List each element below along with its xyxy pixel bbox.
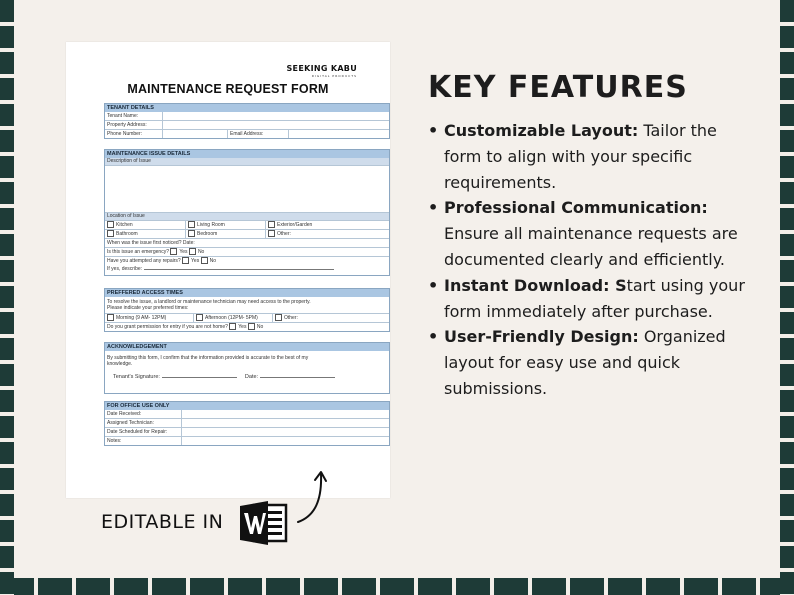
key-features-title: KEY FEATURES bbox=[428, 70, 688, 105]
section-header: FOR OFFICE USE ONLY bbox=[105, 402, 389, 410]
assigned-technician-label: Assigned Technician: bbox=[107, 420, 154, 426]
notes-label: Notes: bbox=[107, 438, 122, 444]
border-brick bbox=[0, 282, 14, 286]
border-brick bbox=[718, 578, 722, 595]
bedroom-label: Bedroom bbox=[197, 231, 218, 237]
access-info-line-1: To resolve the issue, a landlord or maintenance technician may need access to the property. bbox=[107, 299, 311, 305]
border-brick bbox=[0, 178, 14, 182]
description-label: Description of Issue bbox=[105, 158, 389, 165]
border-brick bbox=[0, 152, 14, 156]
feature-text: Organized layout for easy use and quick submissions. bbox=[444, 327, 726, 398]
describe-label: If yes, describe: bbox=[107, 266, 143, 272]
border-brick bbox=[0, 126, 14, 130]
office-use-section bbox=[104, 401, 390, 446]
border-brick bbox=[0, 48, 14, 52]
border-brick bbox=[780, 230, 794, 234]
other-location-label: Other: bbox=[277, 231, 291, 237]
feature-item bbox=[428, 195, 758, 272]
brand-logo bbox=[287, 64, 358, 78]
exterior-checkbox[interactable] bbox=[268, 221, 275, 228]
afternoon-label: Afternoon (12PM- 5PM) bbox=[205, 315, 258, 321]
signature-line[interactable] bbox=[162, 377, 237, 378]
border-brick bbox=[376, 578, 380, 595]
feature-text: Ensure all maintenance requests are documented clearly and efficiently. bbox=[444, 224, 738, 269]
bathroom-checkbox[interactable] bbox=[107, 230, 114, 237]
bedroom-checkbox[interactable] bbox=[188, 230, 195, 237]
border-brick bbox=[0, 256, 14, 260]
border-brick bbox=[780, 152, 794, 156]
no-label: No bbox=[197, 249, 205, 255]
border-brick bbox=[780, 100, 794, 104]
description-box[interactable] bbox=[105, 165, 389, 212]
access-times-section bbox=[104, 288, 390, 332]
border-brick bbox=[0, 100, 14, 104]
acknowledgement-section bbox=[104, 342, 390, 394]
permission-yes-checkbox[interactable] bbox=[229, 323, 236, 330]
feature-item bbox=[428, 324, 758, 401]
border-brick bbox=[642, 578, 646, 595]
border-brick bbox=[780, 48, 794, 52]
repairs-yes-checkbox[interactable] bbox=[182, 257, 189, 264]
other-location-checkbox[interactable] bbox=[268, 230, 275, 237]
other-time-checkbox[interactable] bbox=[275, 314, 282, 321]
border-brick bbox=[0, 568, 14, 572]
border-brick bbox=[0, 516, 14, 520]
feature-bold: Customizable Layout: bbox=[444, 121, 639, 140]
border-brick bbox=[566, 578, 570, 595]
border-brick bbox=[780, 282, 794, 286]
border-brick bbox=[680, 578, 684, 595]
border-brick bbox=[756, 578, 760, 595]
email-address-label: Email Address: bbox=[230, 131, 264, 137]
border-brick bbox=[780, 360, 794, 364]
no-label: No bbox=[256, 324, 264, 330]
border-brick bbox=[0, 74, 14, 78]
feature-item bbox=[428, 118, 758, 195]
editable-in-label: EDITABLE IN bbox=[101, 511, 224, 533]
access-info-line-2: Please indicate your preferred times: bbox=[107, 305, 189, 311]
border-brick bbox=[0, 490, 14, 494]
border-brick bbox=[338, 578, 342, 595]
features-list bbox=[428, 118, 758, 402]
feature-item bbox=[428, 273, 758, 325]
border-brick bbox=[780, 334, 794, 338]
section-header: PREFFERED ACCESS TIMES bbox=[105, 289, 389, 297]
kitchen-checkbox[interactable] bbox=[107, 221, 114, 228]
border-brick bbox=[34, 578, 38, 595]
living-room-checkbox[interactable] bbox=[188, 221, 195, 228]
no-label: No bbox=[209, 258, 217, 264]
feature-text: Tailor the form to align with your specific requirements. bbox=[444, 121, 717, 192]
border-brick bbox=[780, 464, 794, 468]
section-header: TENANT DETAILS bbox=[105, 104, 389, 112]
living-room-label: Living Room bbox=[197, 222, 225, 228]
permission-no-checkbox[interactable] bbox=[248, 323, 255, 330]
border-brick bbox=[110, 578, 114, 595]
first-noticed-label: When was the issue first noticed? Date: bbox=[105, 238, 389, 247]
emergency-label: Is this issue an emergency? bbox=[107, 249, 169, 255]
ack-date-label: Date: bbox=[244, 374, 259, 380]
morning-label: Morning (9 AM- 12PM) bbox=[116, 315, 167, 321]
border-brick bbox=[780, 516, 794, 520]
border-brick bbox=[0, 438, 14, 442]
border-brick bbox=[148, 578, 152, 595]
brand-name: SEEKING KABU bbox=[286, 64, 357, 73]
tenant-name-label: Tenant Name: bbox=[107, 113, 139, 119]
border-brick bbox=[780, 22, 794, 26]
ack-text-line-2: knowledge. bbox=[107, 361, 133, 367]
signature-label: Tenant's Signature: bbox=[113, 374, 160, 380]
tenant-details-section bbox=[104, 103, 390, 139]
border-brick bbox=[780, 308, 794, 312]
border-brick bbox=[0, 22, 14, 26]
yes-label: Yes bbox=[179, 249, 188, 255]
emergency-yes-checkbox[interactable] bbox=[170, 248, 177, 255]
brand-subtitle: DIGITAL PRODUCTS bbox=[311, 74, 357, 78]
emergency-no-checkbox[interactable] bbox=[189, 248, 196, 255]
border-brick bbox=[780, 542, 794, 546]
border-brick bbox=[780, 568, 794, 572]
date-received-label: Date Received: bbox=[107, 411, 142, 417]
curved-arrow-icon bbox=[295, 468, 329, 526]
yes-label: Yes bbox=[238, 324, 247, 330]
section-header: ACKNOWLEDGEMENT bbox=[105, 343, 389, 351]
other-time-label: Other: bbox=[284, 315, 298, 321]
border-brick bbox=[262, 578, 266, 595]
ack-date-line[interactable] bbox=[260, 377, 335, 378]
border-brick bbox=[224, 578, 228, 595]
repairs-no-checkbox[interactable] bbox=[201, 257, 208, 264]
feature-bold: User-Friendly Design: bbox=[444, 327, 639, 347]
kitchen-label: Kitchen bbox=[116, 222, 133, 228]
yes-label: Yes bbox=[191, 258, 200, 264]
border-brick bbox=[0, 412, 14, 416]
describe-line[interactable] bbox=[144, 269, 334, 270]
border-brick bbox=[0, 542, 14, 546]
border-brick bbox=[186, 578, 190, 595]
ack-text-line-1: By submitting this form, I confirm that the information provided is accurate to the best of my bbox=[107, 355, 309, 361]
border-brick bbox=[0, 230, 14, 234]
border-brick bbox=[0, 308, 14, 312]
border-brick bbox=[452, 578, 456, 595]
date-scheduled-label: Date Scheduled for Repair: bbox=[107, 429, 168, 435]
border-brick bbox=[0, 386, 14, 390]
attempted-repairs-label: Have you attempted any repairs? bbox=[107, 258, 181, 264]
feature-text: tart using your form immediately after purchase. bbox=[444, 275, 745, 321]
border-brick bbox=[780, 126, 794, 130]
feature-bold: Professional Communication: bbox=[444, 198, 708, 218]
phone-number-label: Phone Number: bbox=[107, 131, 143, 137]
permission-label: Do you grant permission for entry if you are not home? bbox=[107, 324, 228, 330]
border-brick bbox=[604, 578, 608, 595]
border-brick bbox=[0, 360, 14, 364]
border-brick bbox=[780, 490, 794, 494]
morning-checkbox[interactable] bbox=[107, 314, 114, 321]
border-brick bbox=[780, 412, 794, 416]
location-label: Location of Issue bbox=[105, 212, 389, 220]
afternoon-checkbox[interactable] bbox=[196, 314, 203, 321]
form-page bbox=[66, 42, 390, 498]
word-icon bbox=[240, 501, 288, 545]
border-brick bbox=[0, 204, 14, 208]
border-brick bbox=[780, 178, 794, 182]
border-brick bbox=[528, 578, 532, 595]
border-brick bbox=[0, 464, 14, 468]
bathroom-label: Bathroom bbox=[116, 231, 138, 237]
exterior-label: Exterior/Garden bbox=[277, 222, 313, 228]
border-brick bbox=[780, 438, 794, 442]
form-title: MAINTENANCE REQUEST FORM bbox=[127, 82, 329, 96]
border-brick bbox=[0, 334, 14, 338]
section-header: MAINTENANCE ISSUE DETAILS bbox=[105, 150, 389, 158]
border-brick bbox=[780, 74, 794, 78]
border-brick bbox=[780, 204, 794, 208]
border-brick bbox=[490, 578, 494, 595]
feature-bold: Instant Download: S bbox=[444, 275, 627, 295]
border-brick bbox=[72, 578, 76, 595]
issue-details-section bbox=[104, 149, 390, 276]
border-brick bbox=[300, 578, 304, 595]
property-address-label: Property Address: bbox=[107, 122, 147, 128]
border-brick bbox=[414, 578, 418, 595]
border-brick bbox=[780, 386, 794, 390]
border-brick bbox=[780, 256, 794, 260]
